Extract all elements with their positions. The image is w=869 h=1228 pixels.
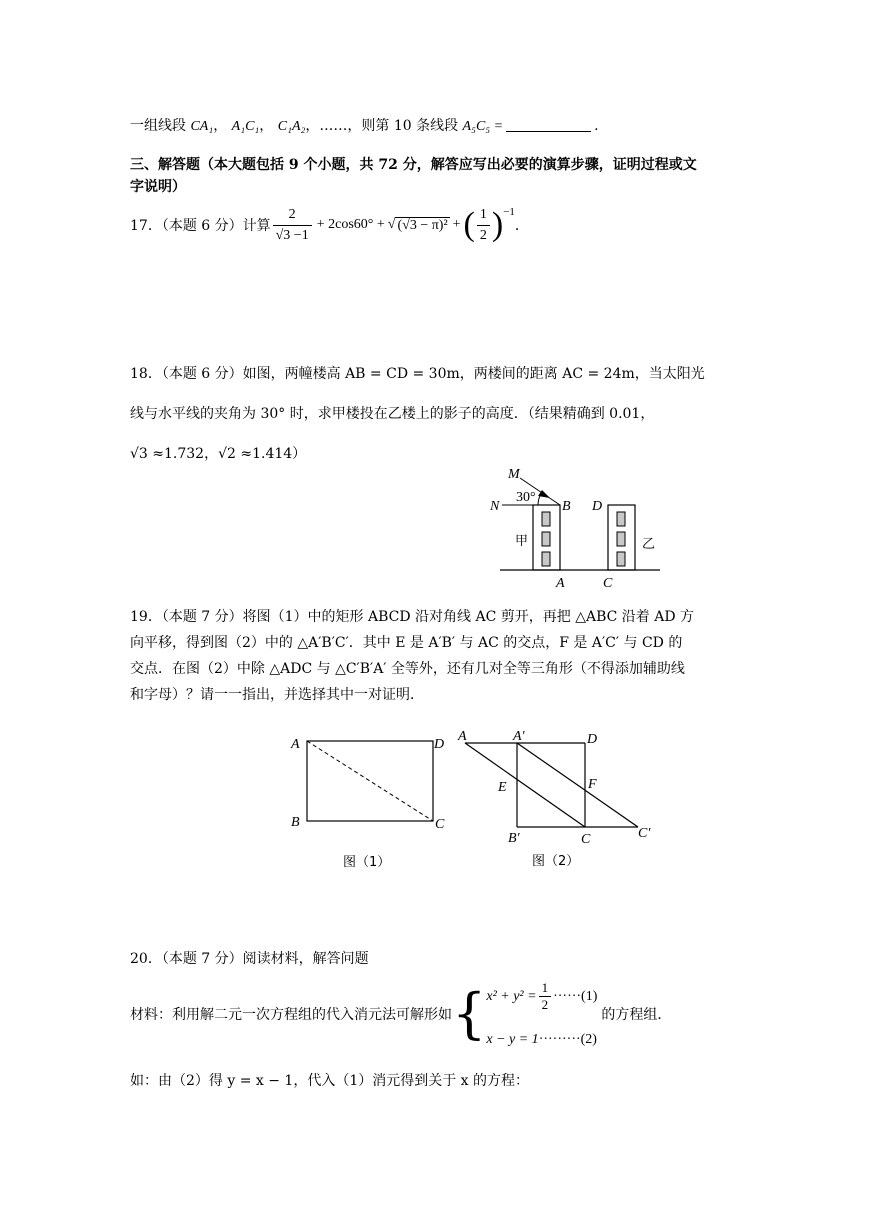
- label-a-prime: A′: [513, 729, 525, 744]
- paren-right: ): [491, 206, 504, 243]
- paren-left: (: [463, 206, 475, 243]
- q19-line1: 19．（本题 7 分）将图（1）中的矩形 ABCD 沿对角线 AC 剪开，再把 △ABC 沿着 AD 方: [130, 609, 695, 625]
- q19-line2: 向平移，得到图（2）中的 △A′B′C′．其中 E 是 A′B′ 与 AC 的交点，F 是 A′C′ 与 CD 的: [130, 635, 683, 651]
- q17-frac-num: 2: [288, 206, 296, 222]
- equation-system: [486, 980, 597, 1048]
- label-c: C: [603, 576, 613, 591]
- eq1-left: x² + y² =: [486, 988, 537, 1004]
- label-d: D: [587, 732, 598, 747]
- q17-term4-den: 2: [477, 225, 490, 244]
- q18-line2: 线与水平线的夹角为 30° 时，求甲楼投在乙楼上的影子的高度．（结果精确到 0.01，: [130, 406, 655, 422]
- label-c-prime: C′: [638, 826, 651, 841]
- q20-heading: 20．（本题 7 分）阅读材料，解答问题: [130, 951, 369, 967]
- side-a1c1: [517, 743, 638, 827]
- segment-a1c1: A₁C₁: [231, 119, 260, 134]
- answer-blank[interactable]: [506, 117, 591, 132]
- question-17: [130, 206, 529, 244]
- segment-c1a2: C₁A₂: [277, 119, 306, 134]
- q20-material-prefix: 材料：利用解二元一次方程组的代入消元法可解形如: [130, 1007, 452, 1023]
- window: [542, 552, 550, 566]
- diagonal-ac: [307, 741, 433, 821]
- text-mid: ，则第 10 条线段: [347, 118, 459, 134]
- question-18: [130, 354, 705, 474]
- sqrt-sign: √: [387, 217, 396, 232]
- section-heading-line1: 三、解答题（本大题包括 9 个小题，共 72 分，解答应写出必要的演算步骤，证明过程或文: [130, 157, 697, 173]
- eq1-fraction: [539, 980, 552, 1013]
- label-jia: 甲: [515, 534, 529, 549]
- label-d: D: [434, 737, 445, 752]
- q17-exponent: −1: [503, 206, 515, 218]
- equation-2: [486, 1032, 597, 1048]
- label-m: M: [508, 467, 520, 482]
- q17-fraction: [273, 207, 312, 244]
- eq1-den: 2: [539, 996, 552, 1013]
- caption-fig1: 图（1）: [343, 855, 391, 870]
- q19-figure-1: [285, 730, 455, 875]
- q17-term4: [477, 207, 490, 244]
- caption-fig2: 图（2）: [532, 854, 580, 869]
- q18-line1: 18．（本题 6 分）如图，两幢楼高 AB = CD = 30m，两楼间的距离 AC = 24m，当太阳光: [130, 366, 705, 382]
- plus-sign: +: [452, 217, 461, 232]
- segment-ca1: CA₁: [190, 119, 214, 134]
- label-b-prime: B′: [508, 831, 520, 846]
- q18-line3: √3 ≈1.732，√2 ≈1.414）: [130, 446, 307, 462]
- window: [617, 552, 625, 566]
- q19-line3: 交点．在图（2）中除 △ADC 与 △C′B′A′ 全等外，还有几对全等三角形（不得添加辅助线: [130, 661, 685, 677]
- window: [542, 532, 550, 546]
- text-prefix: 一组线段: [130, 118, 186, 134]
- q17-end: ．: [514, 218, 529, 234]
- question-19: [130, 604, 694, 708]
- label-d: D: [592, 499, 603, 514]
- q17-label: 17．（本题 6 分）计算: [130, 218, 271, 234]
- section-heading: [130, 154, 697, 198]
- q20-material-suffix: 的方程组．: [601, 1007, 672, 1023]
- side-ac: [465, 743, 585, 827]
- section-heading-line2: 字说明）: [130, 179, 186, 195]
- label-a: A: [291, 737, 300, 752]
- label-b: B: [291, 815, 300, 830]
- eq2-tag: ·········(2): [538, 1032, 597, 1047]
- window: [617, 532, 625, 546]
- q19-figure-2: [455, 725, 670, 875]
- label-n: N: [490, 499, 500, 514]
- q17-term4-num: 1: [479, 206, 487, 222]
- fill-in-line: 一组线段 CA₁， A₁C₁， C₁A₂，……，则第 10 条线段 A₅C₅ = .: [130, 118, 599, 134]
- ellipsis: ……: [319, 118, 348, 134]
- q19-line4: 和字母）？请一一指出，并选择其中一对证明．: [130, 687, 424, 703]
- window: [542, 512, 550, 526]
- label-f: F: [588, 777, 597, 792]
- window: [617, 512, 625, 526]
- label-a: A: [556, 576, 565, 591]
- label-b: B: [562, 499, 571, 514]
- q20-last-line: 如：由（2）得 y = x − 1，代入（1）消元得到关于 x 的方程：: [130, 1073, 530, 1089]
- label-angle: 30°: [516, 490, 536, 505]
- q18-figure: [480, 460, 680, 595]
- label-yi: 乙: [642, 537, 656, 552]
- q17-term2: + 2cos60° +: [316, 217, 385, 232]
- label-c: C: [435, 817, 445, 832]
- q17-frac-den: √3 −1: [273, 225, 312, 244]
- label-e: E: [498, 780, 507, 795]
- equation-brace: {: [452, 982, 487, 1045]
- label-a: A: [458, 729, 467, 744]
- eq1-num: 1: [541, 980, 549, 995]
- eq1-tag: ······(1): [553, 988, 598, 1004]
- equation-1: [486, 980, 597, 1013]
- segment-a5c5: A₅C₅ =: [462, 119, 504, 134]
- eq2: x − y = 1: [486, 1032, 539, 1047]
- q17-term3: (√3 − π)²: [397, 217, 448, 233]
- q20-material: [130, 978, 671, 1050]
- label-c: C: [581, 832, 591, 847]
